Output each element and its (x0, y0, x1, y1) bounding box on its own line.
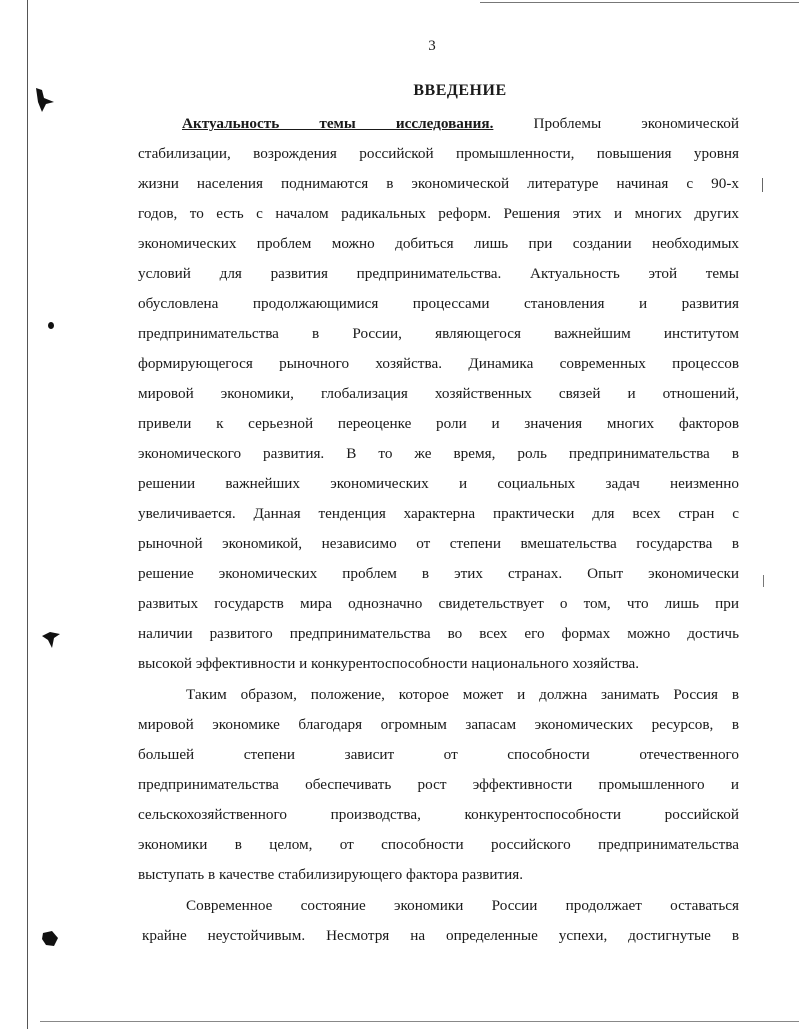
p1-line-4: экономических проблем можно добиться лишь при создании необходимых (138, 235, 739, 252)
section-keyword: Актуальность темы исследования. (182, 115, 494, 132)
p1-line-7: предпринимательства в России, являющегося важнейшим институтом (138, 325, 739, 342)
scan-edge-bottom (40, 1021, 799, 1022)
p1-line-12: решении важнейших экономических и социальных задач неизменно (138, 475, 739, 492)
p1-line-6: обусловлена продолжающимися процессами становления и развития (138, 295, 739, 312)
p1-line-17: наличии развитого предпринимательства во всех его формах можно достичь (138, 625, 739, 642)
p2-line-4: сельскохозяйственного производства, конкурентоспособности российской (138, 806, 739, 823)
p1-line-2: жизни населения поднимаются в экономической литературе начиная с 90-х (138, 175, 739, 192)
p2-line-0: Таким образом, положение, которое может и должна занимать Россия в (186, 686, 739, 703)
p2-line-5: экономики в целом, от способности российского предпринимательства (138, 836, 739, 853)
p2-line-3: предпринимательства обеспечивать рост эффективности промышленного и (138, 776, 739, 793)
page-heading: ВВЕДЕНИЕ (413, 82, 507, 99)
p3-line-0: Современное состояние экономики России продолжает оставаться (186, 897, 739, 914)
scan-blot-2 (40, 628, 62, 652)
p1-line-13: увеличивается. Данная тенденция характерна практически для всех стран с (138, 505, 739, 522)
p1-line-15: решение экономических проблем в этих странах. Опыт экономически (138, 565, 739, 582)
p1-line-9: мировой экономики, глобализация хозяйственных связей и отношений, (138, 385, 739, 402)
p1-line-14: рыночной экономикой, независимо от степени вмешательства государства в (138, 535, 739, 552)
p1-line-16: развитых государств мира однозначно свидетельствует о том, что лишь при (138, 595, 739, 612)
page-number: 3 (428, 38, 436, 54)
p1-line-8: формирующегося рыночного хозяйства. Динамика современных процессов (138, 355, 739, 372)
scan-tick-1 (762, 178, 763, 192)
scan-blot-3 (40, 929, 60, 949)
p3-line-1: крайне неустойчивым. Несмотря на определенные успехи, достигнутые в (142, 927, 739, 944)
p2-line-1: мировой экономике благодаря огромным запасам экономических ресурсов, в (138, 716, 739, 733)
p1-line-1: стабилизации, возрождения российской промышленности, повышения уровня (138, 145, 739, 162)
scan-tick-2 (763, 575, 764, 587)
scan-dot (48, 322, 54, 329)
scan-blot-1 (34, 86, 58, 114)
p2-line-6: выступать в качестве стабилизирующего фактора развития. (138, 866, 524, 883)
p1-line-0: Актуальность темы исследования. Проблемы экономической (182, 115, 739, 132)
scan-edge-top (480, 2, 799, 3)
p1-line-5: условий для развития предпринимательства. Актуальность этой темы (138, 265, 739, 282)
p2-line-2: большей степени зависит от способности отечественного (138, 746, 739, 763)
p1-line-10: привели к серьезной переоценке роли и значения многих факторов (138, 415, 739, 432)
p1-line-11: экономического развития. В то же время, роль предпринимательства в (138, 445, 739, 462)
p1-line-18: высокой эффективности и конкурентоспособности национального хозяйства. (138, 655, 640, 672)
scan-edge-left (27, 0, 28, 1029)
p1-line-3: годов, то есть с началом радикальных реформ. Решения этих и многих других (138, 205, 739, 222)
